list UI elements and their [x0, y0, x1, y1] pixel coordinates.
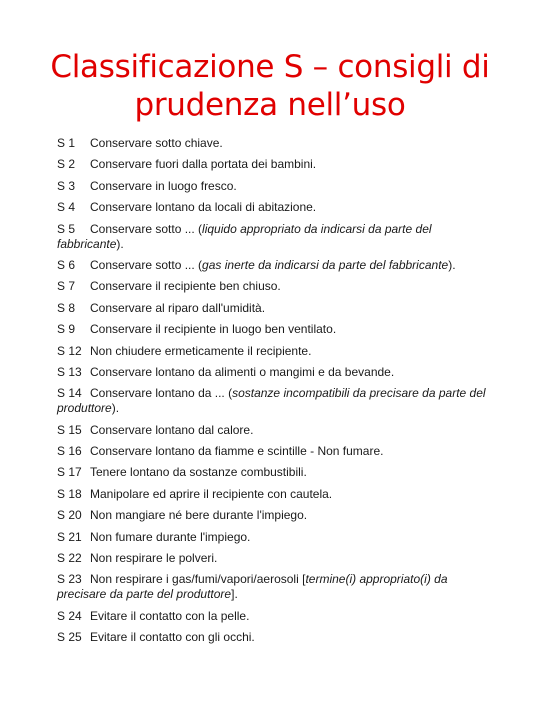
page-title: Classificazione S – consigli di prudenza nell’uso [50, 49, 490, 123]
list-item [57, 179, 487, 194]
phrase-code: S 8 [57, 300, 76, 315]
list-item [57, 157, 487, 172]
phrase-code: S 14 [57, 386, 82, 401]
list-item [57, 344, 487, 359]
phrase-text: Conservare lontano da alimenti o mangimi e da bevande. [90, 364, 395, 379]
phrase-code: S 17 [57, 465, 82, 480]
list-item [57, 279, 487, 294]
phrase-text: Conservare lontano da fiamme e scintille - Non fumare. [90, 444, 384, 459]
phrase-text: Non fumare durante l'impiego. [90, 529, 251, 544]
phrase-code: S 2 [57, 157, 76, 172]
phrase-code: S 12 [57, 343, 82, 358]
phrase-note: termine(i) appropriato(i) da precisare da parte del produttore [57, 572, 448, 602]
phrase-code: S 25 [57, 630, 82, 645]
phrase-code: S 13 [57, 364, 82, 379]
list-item [57, 258, 487, 273]
phrase-text: Manipolare ed aprire il recipiente con cautela. [90, 486, 333, 501]
list-item [57, 423, 487, 438]
phrase-code: S 3 [57, 178, 76, 193]
phrase-code: S 24 [57, 608, 82, 623]
phrase-code: S 20 [57, 508, 82, 523]
phrase-code: S 15 [57, 422, 82, 437]
phrase-text: Non respirare le polveri. [90, 551, 218, 566]
phrase-text: Conservare lontano dal calore. [90, 422, 254, 437]
phrase-suffix: ]. [231, 587, 238, 602]
phrase-text: Non chiudere ermeticamente il recipiente. [90, 343, 312, 358]
phrase-note: sostanze incompatibili da precisare da parte del produttore [57, 386, 486, 416]
phrase-code: S 21 [57, 529, 82, 544]
phrase-note: gas inerte da indicarsi da parte del fabbricante [202, 257, 449, 272]
phrase-suffix: ). [111, 401, 120, 416]
phrase-suffix: ). [448, 257, 456, 272]
phrase-text: Conservare lontano da ... ( [90, 386, 233, 401]
phrase-suffix: ). [116, 236, 124, 251]
list-item [57, 465, 487, 480]
phrase-note: liquido appropriato da indicarsi da parte del fabbricante [57, 221, 432, 251]
phrase-code: S 1 [57, 136, 76, 150]
phrase-code: S 6 [57, 257, 76, 272]
list-item [57, 487, 487, 502]
list-item [57, 136, 487, 151]
list-item [57, 530, 487, 545]
phrase-text: Evitare il contatto con gli occhi. [90, 630, 255, 645]
phrase-code: S 16 [57, 444, 82, 459]
list-item [57, 222, 487, 252]
phrase-code: S 7 [57, 279, 76, 294]
phrase-code: S 23 [57, 572, 82, 587]
phrase-text: Evitare il contatto con la pelle. [90, 608, 250, 623]
phrase-text: Conservare al riparo dall'umidità. [90, 300, 266, 315]
list-item [57, 551, 487, 566]
s-phrase-list [57, 136, 487, 652]
list-item [57, 572, 487, 602]
phrase-code: S 18 [57, 486, 82, 501]
phrase-text: Conservare il recipiente in luogo ben ventilato. [90, 322, 337, 337]
list-item [57, 508, 487, 523]
phrase-text: Conservare il recipiente ben chiuso. [90, 279, 281, 294]
list-item [57, 322, 487, 337]
phrase-text: Non mangiare né bere durante l'impiego. [90, 508, 308, 523]
phrase-text: Conservare lontano da locali di abitazione. [90, 200, 317, 215]
phrase-code: S 4 [57, 200, 76, 215]
phrase-text: Tenere lontano da sostanze combustibili. [90, 465, 307, 480]
phrase-text: Conservare sotto ... ( [90, 257, 203, 272]
list-item [57, 386, 487, 416]
phrase-code: S 9 [57, 322, 76, 337]
phrase-code: S 22 [57, 551, 82, 566]
list-item [57, 365, 487, 380]
phrase-text: Conservare in luogo fresco. [90, 178, 237, 193]
list-item [57, 301, 487, 316]
list-item [57, 630, 487, 645]
phrase-text: Conservare sotto ... ( [90, 221, 203, 236]
phrase-text: Non respirare i gas/fumi/vapori/aerosoli [ [90, 572, 306, 587]
phrase-code: S 5 [57, 221, 76, 236]
phrase-text: Conservare sotto chiave. [90, 136, 223, 150]
list-item [57, 444, 487, 459]
list-item [57, 609, 487, 624]
phrase-text: Conservare fuori dalla portata dei bambini. [90, 157, 317, 172]
list-item [57, 200, 487, 215]
